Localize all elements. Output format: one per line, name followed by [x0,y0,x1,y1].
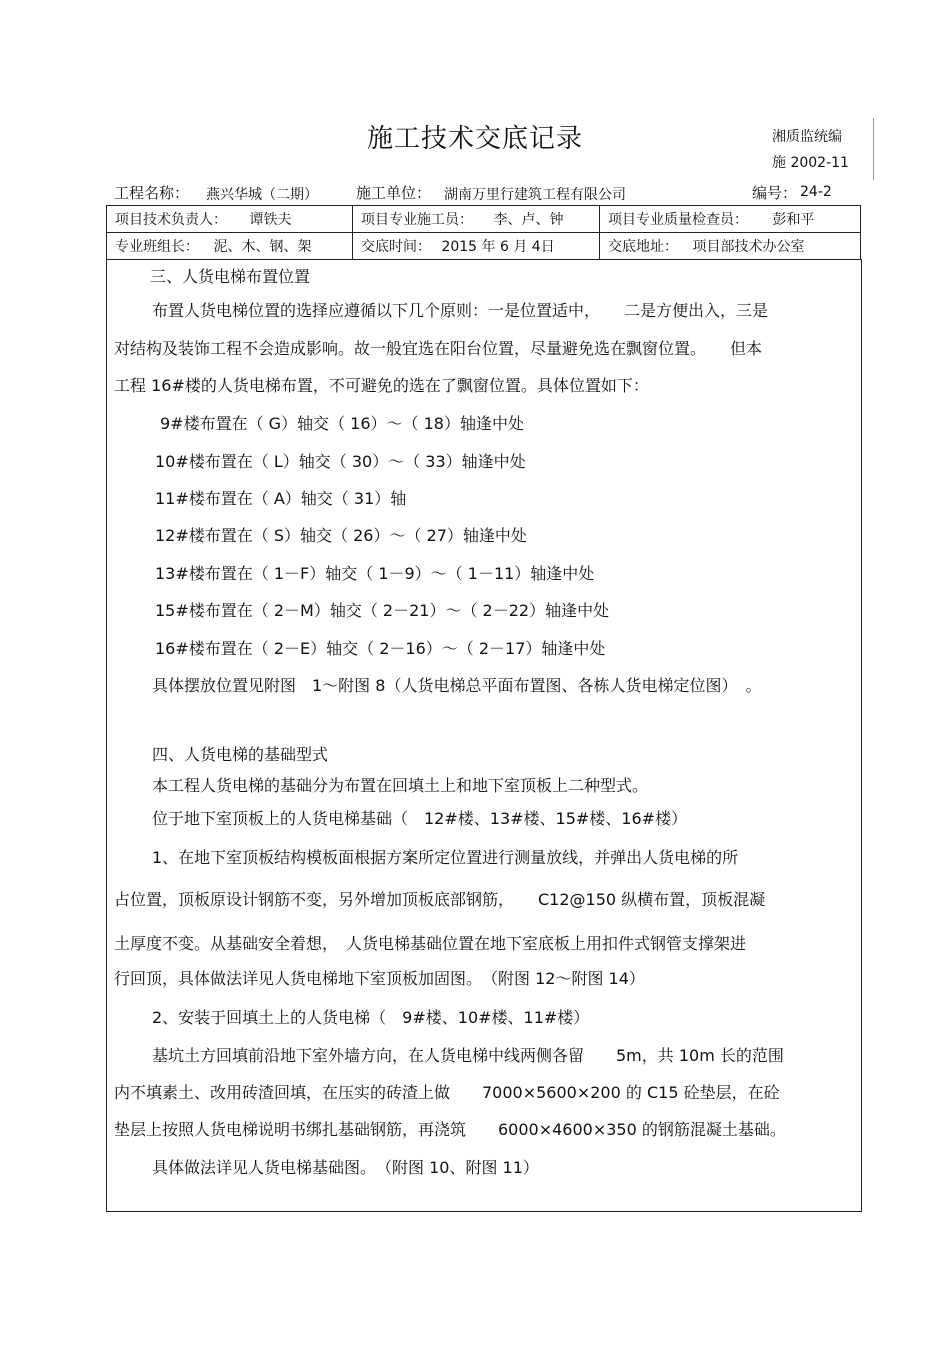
section-3-heading: 三、人货电梯布置位置 [150,267,311,286]
position-10: 10#楼布置在（ L）轴交（ 30）～（ 33）轴逢中处 [155,452,526,471]
unit-value: 湖南万里行建筑工程有限公司 [444,187,626,203]
s3-para-line-1: 布置人货电梯位置的选择应遵循以下几个原则：一是位置适中， 二是方便出入，三是 [152,301,769,320]
header-row-2 [107,233,861,260]
time-value: 2015 年 6 月 4日 [441,239,555,255]
form-code-line1: 湘质监统编 [772,129,842,145]
s3-figure-reference: 具体摆放位置见附图 1～附图 8（人货电梯总平面布置图、各栋人货电梯定位图） 。 [152,676,762,695]
project-value: 燕兴华城（二期） [206,187,318,203]
location-cell [600,233,861,260]
s4-item-1-line-1: 1、在地下室顶板结构模板面根据方案所定位置进行测量放线，并弹出人货电梯的所 [152,848,739,867]
constructor-value: 李、卢、钟 [493,212,564,228]
section-4-heading: 四、人货电梯的基础型式 [152,745,329,764]
s4-item-1-line-2: 占位置，顶板原设计钢筋不变，另外增加顶板底部钢筋， C12@150 纵横布置，顶板混凝 [114,890,766,909]
location-label: 交底地址： [608,239,678,255]
inspector-cell [600,206,861,233]
s4-item-1-line-3: 土厚度不变。从基础安全着想， 人货电梯基础位置在地下室底板上用扣件式钢管支撑架进 [114,934,747,953]
form-code-line2: 施 2002-11 [772,155,849,171]
project-label: 工程名称： [114,184,190,202]
header-table [106,205,861,260]
s4-item-2-line-1: 基坑土方回填前沿地下室外墙方向，在人货电梯中线两侧各留 5m，共 10m 长的范围 [152,1046,784,1065]
s3-para-line-3: 工程 16#楼的人货电梯布置，不可避免的选在了飘窗位置。具体位置如下： [114,376,649,395]
team-lead-cell [107,233,353,260]
s4-para-1: 本工程人货电梯的基础分为布置在回填土上和地下室顶板上二种型式。 [152,776,649,795]
unit-label: 施工单位： [356,184,432,202]
s4-item-2-heading: 2、安装于回填土上的人货电梯（ 9#楼、10#楼、11#楼） [152,1008,590,1027]
position-9: 9#楼布置在（ G）轴交（ 16）～（ 18）轴逢中处 [160,414,524,433]
s4-item-1-line-4: 行回顶，具体做法详见人货电梯地下室顶板加固图。 （附图 12～附图 14） [114,969,645,988]
s4-item-2-figure-reference: 具体做法详见人货电梯基础图。 （附图 10、附图 11） [152,1158,539,1177]
page-title: 施工技术交底记录 [366,124,583,154]
team-lead-label: 专业班组长： [115,239,199,255]
position-11: 11#楼布置在（ A）轴交（ 31）轴 [155,489,407,508]
position-13: 13#楼布置在（ 1－F）轴交（ 1－9）～（ 1－11）轴逢中处 [155,564,595,583]
tech-lead-value: 谭铁夫 [249,212,292,228]
position-16: 16#楼布置在（ 2－E）轴交（ 2－16）～（ 2－17）轴逢中处 [155,639,606,658]
s3-para-line-2: 对结构及装饰工程不会造成影响。故一般宜选在阳台位置，尽量避免选在飘窗位置。 但本 [114,339,763,358]
time-label: 交底时间： [361,239,431,255]
s4-item-2-line-2: 内不填素土、改用砖渣回填，在压实的砖渣上做 7000×5600×200 的 C15 砼垫层，在砼 [114,1083,780,1102]
constructor-label: 项目专业施工员： [361,212,473,228]
number-value: 24-2 [800,184,832,200]
number-label: 编号： [752,184,798,202]
tech-lead-label: 项目技术负责人： [115,212,227,228]
time-cell [353,233,600,260]
constructor-cell [353,206,600,233]
inspector-value: 彭和平 [772,212,815,228]
team-lead-value: 泥、木、钢、架 [213,239,312,255]
location-value: 项目部技术办公室 [692,239,805,255]
tech-lead-cell [107,206,353,233]
position-12: 12#楼布置在（ S）轴交（ 26）～（ 27）轴逢中处 [155,526,527,545]
form-code-divider [873,118,874,180]
position-15: 15#楼布置在（ 2－M）轴交（ 2－21）～（ 2－22）轴逢中处 [155,601,610,620]
s4-para-2: 位于地下室顶板上的人货电梯基础（ 12#楼、13#楼、15#楼、16#楼） [152,809,688,828]
body-content-box [106,259,862,1212]
s4-item-2-line-3: 垫层上按照人货电梯说明书绑扎基础钢筋，再浇筑 6000×4600×350 的钢筋混凝土基础。 [114,1120,786,1139]
inspector-label: 项目专业质量检查员： [608,212,748,228]
header-row-1 [107,206,861,233]
